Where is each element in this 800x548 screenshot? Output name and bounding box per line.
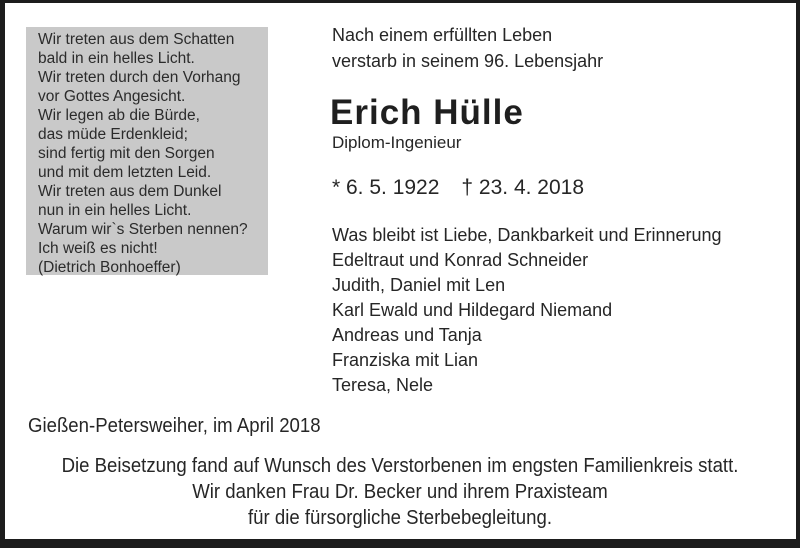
poem-line: Warum wir`s Sterben nennen?: [38, 221, 248, 238]
poem-line: nun in ein helles Licht.: [38, 202, 192, 219]
death-date: † 23. 4. 2018: [461, 176, 585, 199]
closing-line: Wir danken Frau Dr. Becker und ihrem Praxisteam: [192, 481, 608, 503]
intro-text: [332, 22, 603, 74]
poem-line: Wir treten durch den Vorhang: [38, 69, 241, 86]
poem-line: Wir treten aus dem Dunkel: [38, 183, 222, 200]
family-line: Karl Ewald und Hildegard Niemand: [332, 300, 613, 320]
poem-line: Wir legen ab die Bürde,: [38, 107, 200, 124]
closing-text: [0, 453, 800, 531]
deceased-name: Erich Hülle: [330, 93, 524, 132]
life-dates: [332, 177, 584, 198]
poem-line: Wir treten aus dem Schatten: [38, 31, 235, 48]
poem-box: [26, 27, 268, 275]
intro-line: verstarb in seinem 96. Lebensjahr: [332, 51, 604, 71]
poem-line: das müde Erdenkleid;: [38, 126, 188, 143]
family-line: Andreas und Tanja: [332, 325, 482, 345]
intro-line: Nach einem erfüllten Leben: [332, 25, 553, 45]
family-line: Franziska mit Lian: [332, 350, 479, 370]
frame-top-line: [0, 0, 800, 3]
poem-line: vor Gottes Angesicht.: [38, 88, 186, 105]
poem-line: sind fertig mit den Sorgen: [38, 145, 215, 162]
frame-bottom-bar: [0, 539, 800, 548]
poem-line: und mit dem letzten Leid.: [38, 164, 212, 181]
poem-line: bald in ein helles Licht.: [38, 50, 195, 67]
deceased-title: Diplom-Ingenieur: [332, 133, 462, 152]
birth-date: * 6. 5. 1922: [332, 176, 440, 199]
closing-line: Die Beisetzung fand auf Wunsch des Verstorbenen im engsten Familienkreis statt.: [61, 455, 739, 477]
closing-line: für die fürsorgliche Sterbebegleitung.: [248, 507, 552, 529]
family-line: Was bleibt ist Liebe, Dankbarkeit und Erinnerung: [332, 225, 722, 245]
family-list: [332, 223, 722, 398]
family-line: Edeltraut und Konrad Schneider: [332, 250, 589, 270]
family-line: Teresa, Nele: [332, 375, 434, 395]
place-date-line: Gießen-Petersweiher, im April 2018: [28, 415, 321, 437]
poem-line: Ich weiß es nicht!: [38, 240, 158, 257]
family-line: Judith, Daniel mit Len: [332, 275, 506, 295]
poem-attribution: (Dietrich Bonhoeffer): [38, 259, 181, 276]
